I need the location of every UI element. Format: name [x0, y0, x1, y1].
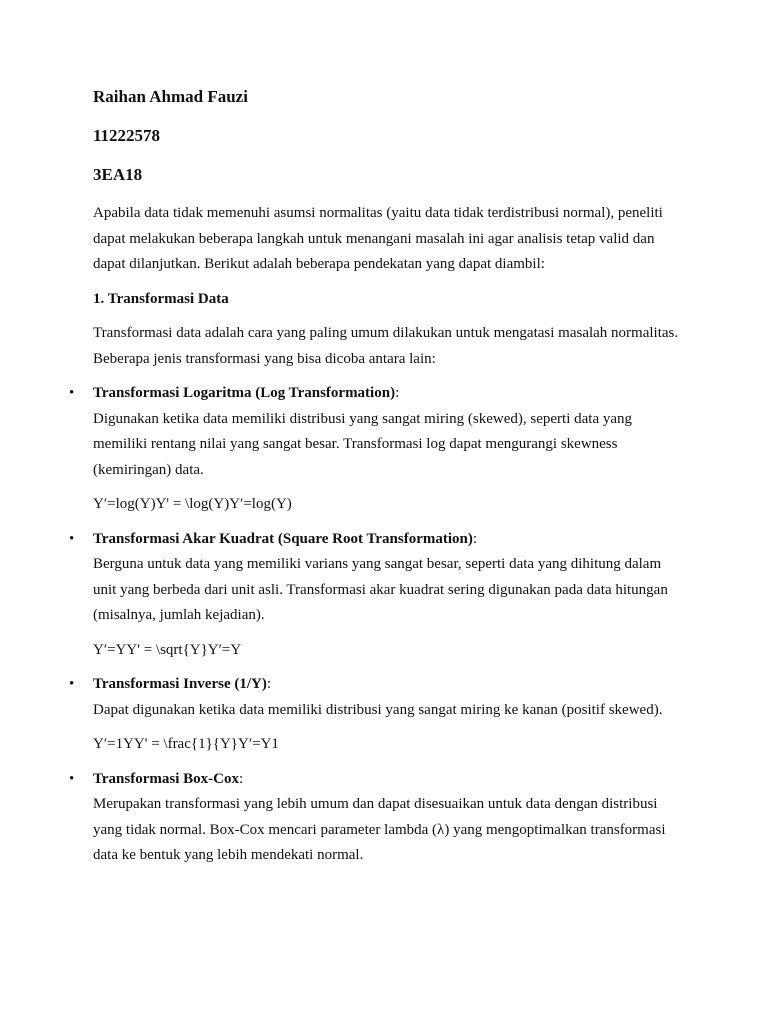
item-colon: :	[472, 530, 478, 547]
intro-paragraph: Apabila data tidak memenuhi asumsi normalitas (yaitu data tidak terdistribusi normal), peneliti dapat melakukan beberapa langkah untuk menangani masalah ini agar analisis tetap valid dan dapat dilanjutkan. Berikut adalah beberapa pendekatan yang dapat diambil:	[93, 205, 663, 272]
item-title: Transformasi Akar Kuadrat (Square Root Transformation)	[93, 530, 473, 547]
item-heading	[93, 381, 683, 407]
item-heading	[93, 672, 683, 698]
student-id: 11222578	[93, 126, 161, 145]
item-title: Transformasi Inverse (1/Y)	[93, 676, 267, 692]
item-formula: Y′=YY' = \sqrt{Y}Y′=Y	[93, 641, 242, 658]
document-page	[69, 86, 683, 869]
list-item-inverse	[69, 672, 683, 758]
bullet-icon: •	[69, 530, 75, 547]
author-name: Raihan Ahmad Fauzi	[93, 87, 248, 106]
item-body: Dapat digunakan ketika data memiliki distribusi yang sangat miring ke kanan (positif skewed).	[93, 701, 663, 718]
item-body: Merupakan transformasi yang lebih umum dan dapat disesuaikan untuk data dengan distribusi yang tidak normal. Box-Cox mencari parameter lambda (λ) yang mengoptimalkan transformasi data ke bentuk yang lebih mendekati normal.	[93, 796, 666, 863]
item-heading	[93, 527, 683, 553]
item-title: Transformasi Logaritma (Log Transformation)	[93, 385, 396, 401]
bullet-icon: •	[69, 385, 75, 401]
bullet-icon: •	[69, 676, 75, 692]
item-heading	[93, 767, 683, 793]
item-body: Digunakan ketika data memiliki distribusi yang sangat miring (skewed), seperti data yang memiliki rentang nilai yang sangat besar. Transformasi log dapat mengurangi skewness (kemiringan) data.	[93, 410, 633, 478]
class-code: 3EA18	[93, 165, 143, 184]
item-colon: :	[238, 770, 244, 787]
item-title: Transformasi Box-Cox	[93, 770, 239, 787]
item-formula: Y′=1YY' = \frac{1}{Y}Y′=Y1	[93, 736, 279, 752]
item-formula: Y′=log(Y)Y' = \log(Y)Y′=log(Y)	[93, 496, 292, 512]
transformation-list	[69, 381, 683, 869]
section-heading: 1. Transformasi Data	[93, 290, 229, 307]
item-colon: :	[395, 385, 400, 401]
item-colon: :	[266, 676, 272, 692]
list-item-sqrt	[69, 527, 683, 664]
bullet-icon: •	[69, 770, 75, 787]
item-body: Berguna untuk data yang memiliki varians yang sangat besar, seperti data yang dihitung dalam unit yang berbeda dari unit asli. Transformasi akar kuadrat sering digunakan pada data hitungan (misalnya, jumlah kejadian).	[93, 556, 668, 623]
list-item-boxcox	[69, 767, 683, 869]
list-item-log	[69, 381, 683, 518]
section-intro: Transformasi data adalah cara yang paling umum dilakukan untuk mengatasi masalah normalitas. Beberapa jenis transformasi yang bisa dicoba antara lain:	[93, 325, 679, 367]
